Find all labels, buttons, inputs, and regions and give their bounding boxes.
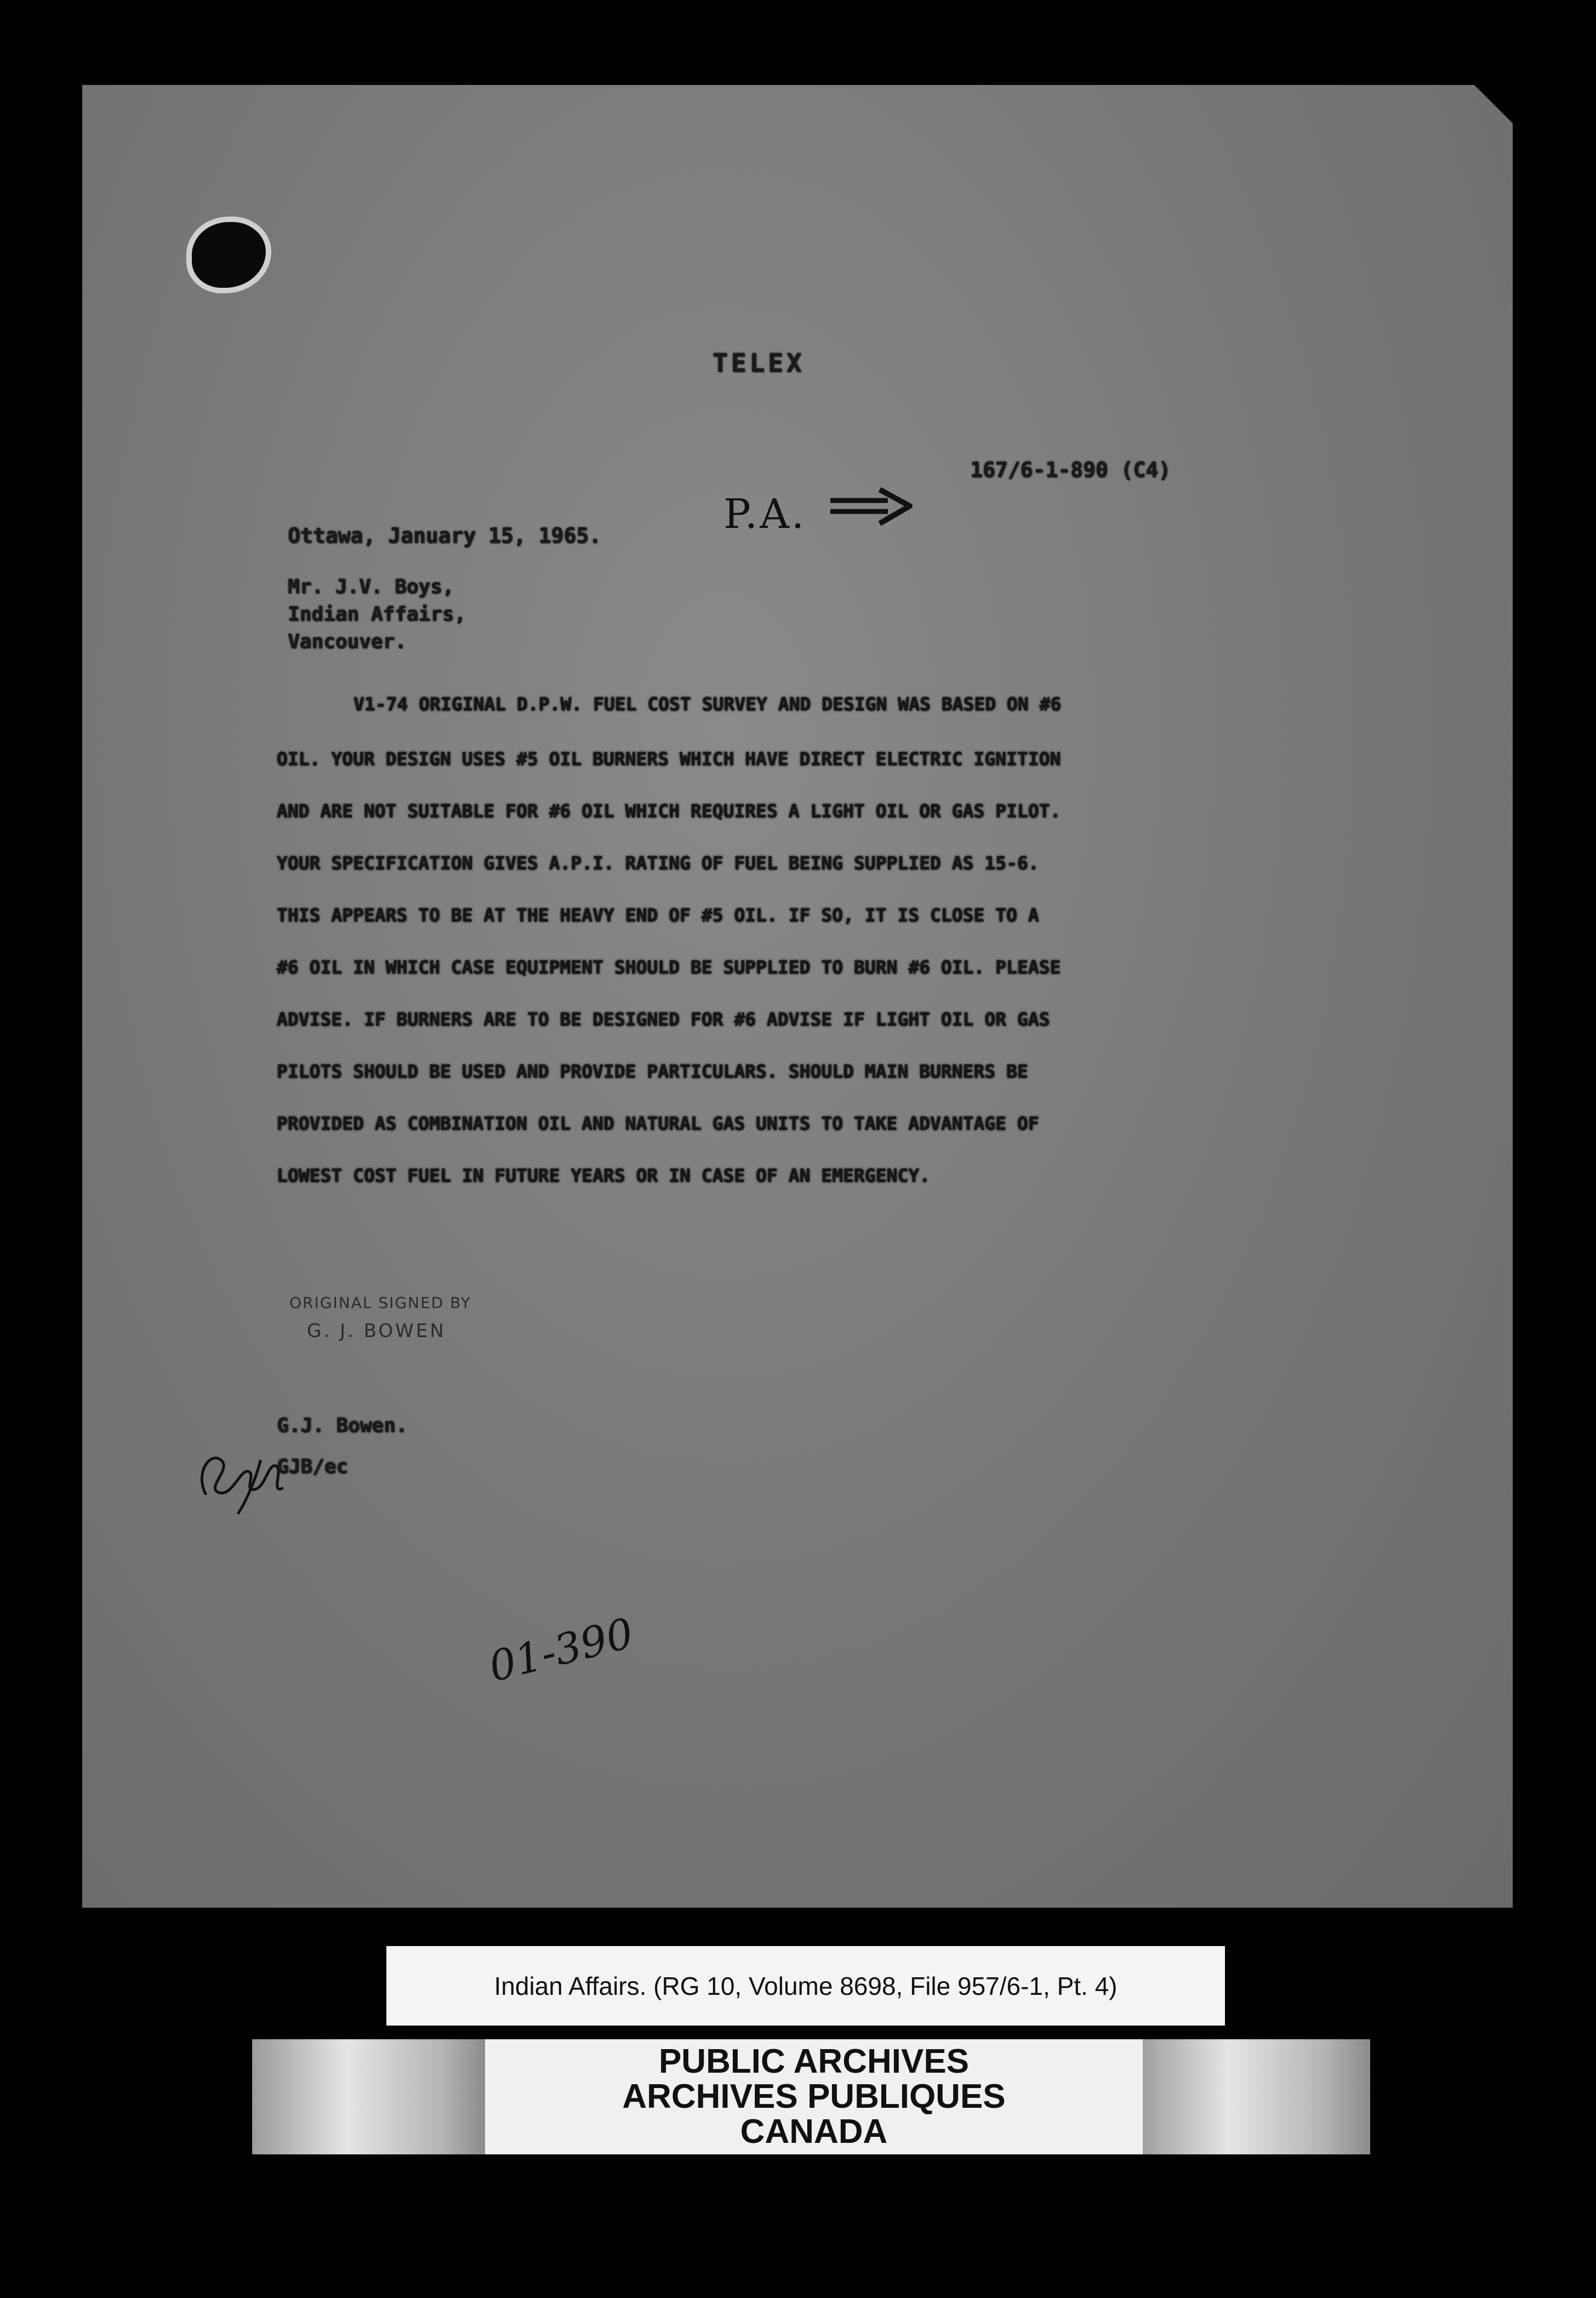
body-line: #6 OIL IN WHICH CASE EQUIPMENT SHOULD BE SUPPLIED TO BURN #6 OIL. PLEASE (277, 957, 1061, 978)
date-line: Ottawa, January 15, 1965. (288, 524, 601, 548)
body-line: LOWEST COST FUEL IN FUTURE YEARS OR IN CASE OF AN EMERGENCY. (277, 1165, 931, 1186)
body-line: OIL. YOUR DESIGN USES #5 OIL BURNERS WHICH HAVE DIRECT ELECTRIC IGNITION (277, 748, 1061, 770)
archive-label-line: PUBLIC ARCHIVES (658, 2043, 970, 2080)
document-page (82, 85, 1513, 1908)
body-line: PROVIDED AS COMBINATION OIL AND NATURAL GAS UNITS TO TAKE ADVANTAGE OF (277, 1113, 1039, 1134)
file-reference-number: 167/6-1-890 (C4) (970, 458, 1171, 482)
body-line: PILOTS SHOULD BE USED AND PROVIDE PARTICULARS. SHOULD MAIN BURNERS BE (277, 1061, 1028, 1082)
punch-hole (192, 222, 266, 288)
typist-initials: GJB/ec (277, 1455, 349, 1478)
original-signed-stamp-label: ORIGINAL SIGNED BY (289, 1294, 471, 1312)
archive-label (485, 2039, 1143, 2154)
addressee-line: Mr. J.V. Boys, (288, 576, 454, 598)
archive-label-bar (252, 2039, 1370, 2154)
body-line: THIS APPEARS TO BE AT THE HEAVY END OF #5 OIL. IF SO, IT IS CLOSE TO A (277, 905, 1039, 926)
pa-stamp: P.A. (723, 491, 807, 538)
bar-end-right (1135, 2039, 1370, 2154)
body-line: V1-74 ORIGINAL D.P.W. FUEL COST SURVEY AND DESIGN WAS BASED ON #6 (354, 693, 1062, 715)
body-line: YOUR SPECIFICATION GIVES A.P.I. RATING OF FUEL BEING SUPPLIED AS 15-6. (277, 852, 1039, 874)
original-signed-stamp-name: G. J. BOWEN (307, 1320, 446, 1342)
body-line: ADVISE. IF BURNERS ARE TO BE DESIGNED FOR #6 ADVISE IF LIGHT OIL OR GAS (277, 1009, 1050, 1030)
sender-name: G.J. Bowen. (277, 1414, 408, 1437)
addressee-line: Indian Affairs, (288, 603, 466, 625)
document-type-heading: TELEX (713, 348, 805, 378)
folded-corner (1474, 85, 1513, 123)
archive-label-line: CANADA (740, 2113, 888, 2151)
handwritten-file-note: 01-390 (484, 1608, 639, 1692)
archive-caption: Indian Affairs. (RG 10, Volume 8698, File 957/6-1, Pt. 4) (494, 1971, 1118, 2000)
bar-end-left (252, 2039, 488, 2154)
archive-caption-card (386, 1946, 1225, 2026)
arrow-right-icon (828, 485, 915, 529)
archive-label-line: ARCHIVES PUBLIQUES (622, 2078, 1006, 2115)
body-line: AND ARE NOT SUITABLE FOR #6 OIL WHICH REQUIRES A LIGHT OIL OR GAS PILOT. (277, 800, 1061, 822)
addressee-line: Vancouver. (288, 630, 407, 653)
